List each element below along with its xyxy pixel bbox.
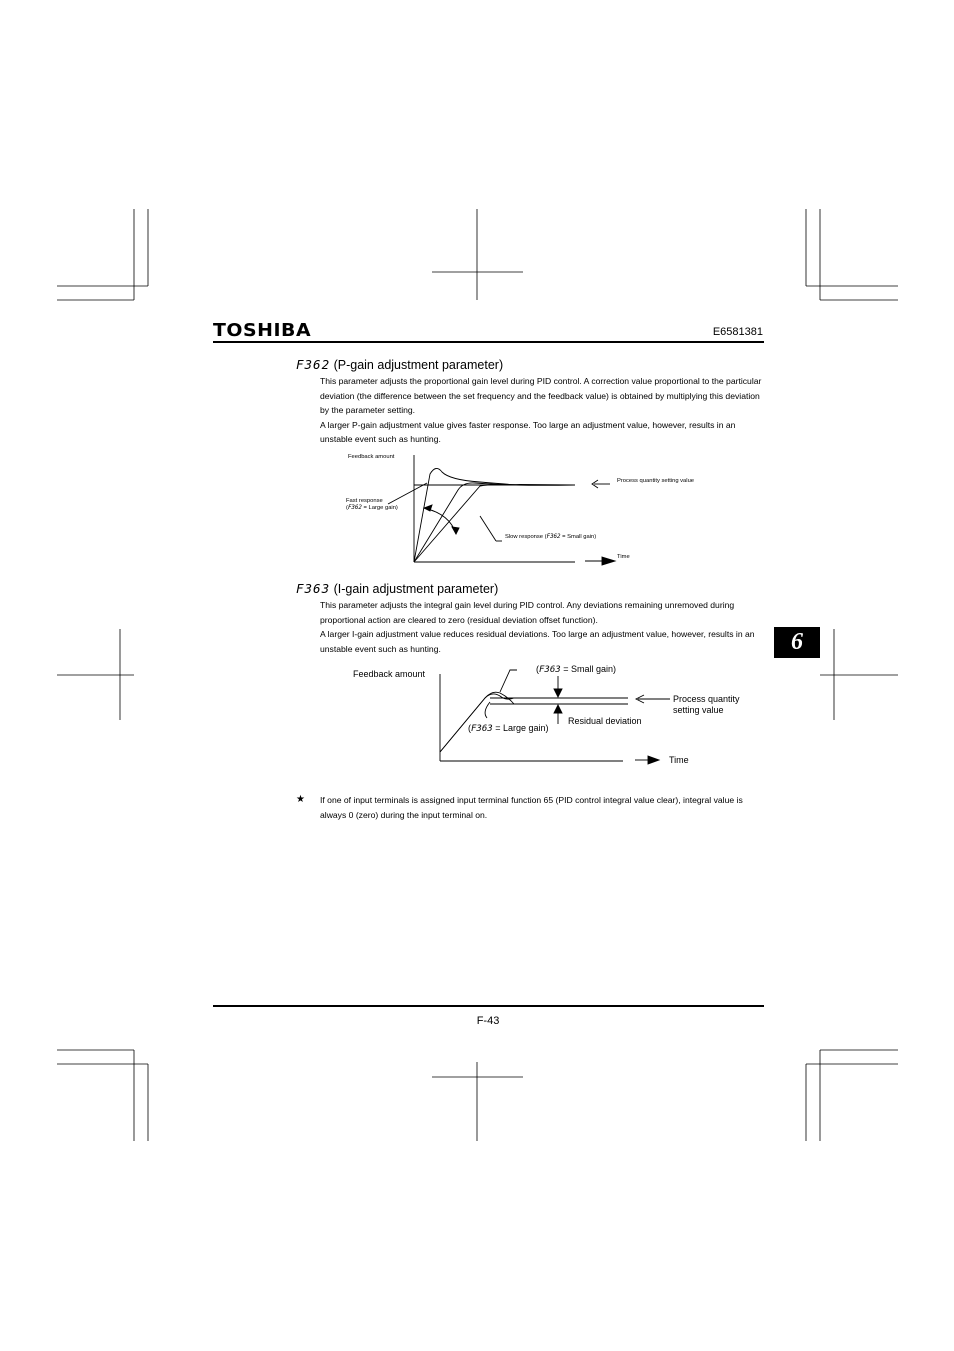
fig2-xlabel: Time	[669, 755, 689, 765]
large-gain-leader	[485, 702, 490, 718]
parameter-code: F363	[539, 665, 561, 675]
fig1-ylabel: Feedback amount	[348, 454, 395, 460]
paren: (	[536, 664, 539, 674]
parameter-code: F363	[296, 581, 331, 596]
paragraph: This parameter adjusts the proportional gain level during PID control. A correction value proportional to the particular deviation (the difference between the set frequency and the feedback value) is obtained by multiplying this deviation by the parameter setting.	[320, 376, 762, 415]
section-heading-f362	[296, 357, 503, 372]
fig2-setting-label-1: Process quantity	[673, 694, 740, 704]
arrow-up-icon	[554, 705, 562, 713]
paragraph: A larger P-gain adjustment value gives faster response. Too large an adjustment value, however, results in an unstable event such as hunting.	[320, 419, 736, 444]
fig1-slow-label	[505, 534, 596, 541]
chapter-tab: 6	[774, 627, 820, 658]
fig1-fast-gain	[346, 505, 398, 512]
fig1-xlabel: Time	[617, 554, 630, 560]
fig2-ylabel: Feedback amount	[353, 669, 426, 679]
gain-direction-arc	[424, 508, 456, 534]
star-icon: ★	[296, 794, 305, 805]
paren: (	[346, 505, 348, 511]
slow-text: Slow response (	[505, 534, 547, 540]
section-title: (I-gain adjustment parameter)	[333, 582, 499, 596]
gain-text: = Small gain)	[563, 664, 616, 674]
brand-logo: TOSHIBA	[213, 320, 312, 341]
parameter-code: F362	[546, 534, 561, 540]
gain-text: = Small gain)	[562, 534, 597, 540]
section-title: (P-gain adjustment parameter)	[333, 358, 504, 372]
header-rule	[213, 341, 764, 343]
small-gain-leader	[500, 670, 517, 692]
gain-text: = Large gain)	[363, 505, 398, 511]
fig2-residual-label: Residual deviation	[568, 716, 642, 726]
document-number: E6581381	[712, 326, 763, 338]
fast-response-curve	[414, 468, 575, 562]
arc-arrowhead-icon	[452, 527, 459, 534]
fig1-fast-label: Fast response	[346, 498, 383, 504]
parameter-code: F362	[296, 357, 331, 372]
slow-leader-line	[480, 516, 496, 541]
fig1-setting-label: Process quantity setting value	[617, 478, 695, 484]
parameter-code: F362	[347, 505, 362, 511]
arrow-down-icon	[554, 689, 562, 697]
fig2-large-gain-label	[468, 723, 549, 735]
footer-rule	[213, 1005, 764, 1007]
paragraph: A larger I-gain adjustment value reduces residual deviations. Too large an adjustment value, however, results in an unstable event such as hunting.	[320, 629, 755, 654]
x-axis-arrow-icon	[648, 756, 659, 764]
page-number: F-43	[476, 1015, 500, 1027]
fig2-setting-label-2: setting value	[673, 705, 724, 715]
p-gain-response-figure	[340, 450, 720, 575]
section2-body	[320, 598, 765, 656]
gain-text: = Large gain)	[495, 723, 549, 733]
note-text: If one of input terminals is assigned input terminal function 65 (PID control integral value clear), integral value is always 0 (zero) during the input terminal on.	[320, 795, 743, 820]
paragraph: This parameter adjusts the integral gain level during PID control. Any deviations remaining unremoved during proportional action are cleared to zero (residual deviation offset function).	[320, 600, 735, 625]
fig2-small-gain-label	[536, 664, 616, 676]
section-heading-f363	[296, 581, 498, 596]
i-gain-response-figure	[430, 660, 670, 770]
x-axis-arrow-icon	[602, 557, 615, 565]
paren: (	[468, 723, 471, 733]
section1-body	[320, 374, 765, 447]
mid-response-curve	[414, 483, 575, 562]
fast-leader-line	[388, 483, 427, 504]
parameter-code: F363	[471, 724, 493, 734]
